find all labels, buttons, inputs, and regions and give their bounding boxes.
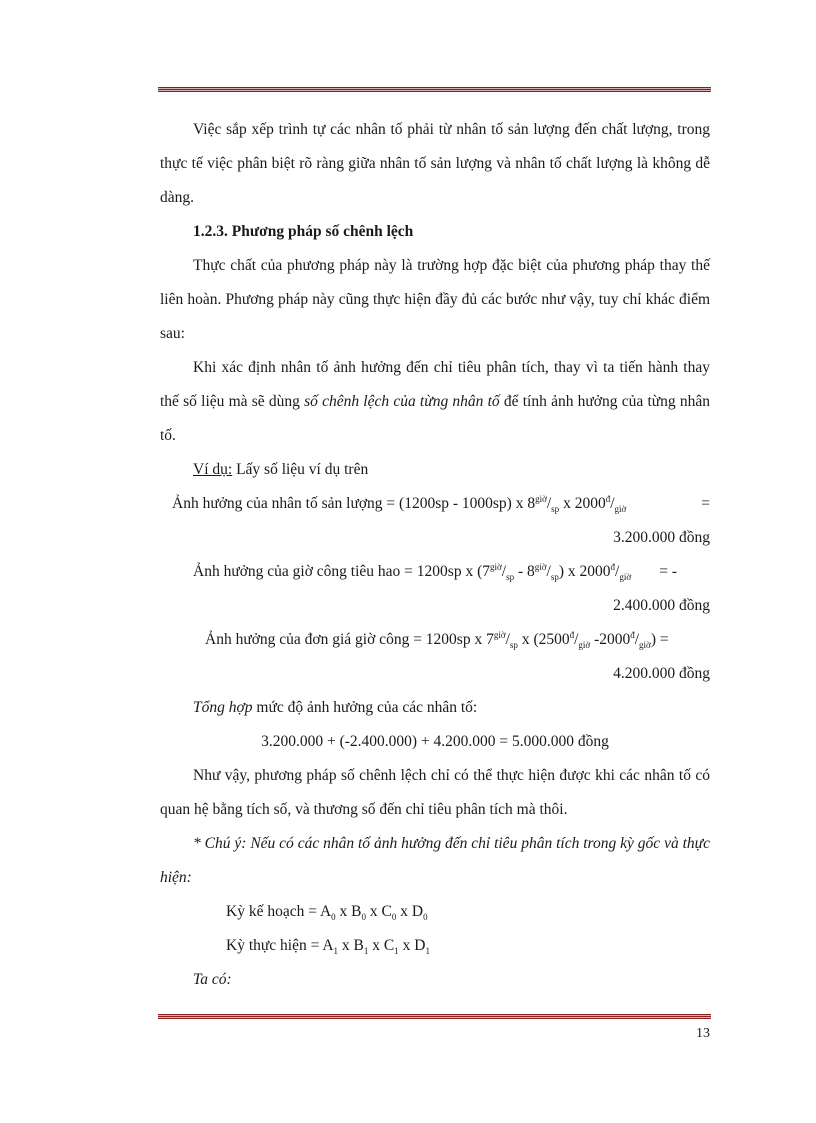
formula-labor: Ảnh hưởng của giờ công tiêu hao = 1200sp x $(7^{giờ}/_{sp} - 8^{giờ}/_{sp})$ x $2000^đ/_{giờ}$ = - (193, 555, 710, 589)
unit: giờ (535, 493, 547, 504)
text: x B (338, 937, 364, 954)
summary-line (160, 691, 710, 725)
summary-emphasis: Tổng hợp (193, 699, 253, 716)
unit: đ (630, 629, 635, 640)
formula-label: Ảnh hưởng của đơn giá giờ công = 1200sp x 7 (205, 631, 494, 648)
subscript: 1 (363, 946, 369, 957)
unit: đ (605, 493, 611, 504)
unit: sp (509, 640, 518, 651)
paragraph-conclusion: Như vậy, phương pháp số chênh lệch chỉ có thể thực hiện được khi các nhân tố có quan hệ bằng tích số, và thương số đến chỉ tiêu phân tích mà thôi. (160, 767, 710, 818)
unit: đ (610, 561, 616, 572)
ta-co: Ta có: (193, 971, 232, 988)
summary-text: mức độ ảnh hưởng của các nhân tố: (252, 699, 478, 716)
subscript: 1 (333, 946, 339, 957)
summary-equation: 3.200.000 + (-2.400.000) + 4.200.000 = 5.000.000 đồng (261, 733, 609, 750)
unit: giờ (619, 572, 632, 583)
unit: sp (551, 504, 560, 515)
text: x C (368, 937, 395, 954)
footer-rule (158, 1014, 711, 1019)
result-labor: 2.400.000 đồng (613, 597, 710, 614)
equals: ) = (650, 631, 669, 648)
formula-part: - 8 (514, 563, 535, 580)
paragraph-essence: Thực chất của phương pháp này là trường hợp đặc biệt của phương pháp thay thế liên hoàn. Phương pháp này cũng thực hiện đầy đủ các bước như vậy, tuy chỉ khác điểm sau: (160, 257, 710, 342)
example-text: Lấy số liệu ví dụ trên (232, 461, 369, 478)
unit: giờ (578, 640, 591, 651)
unit: đ (569, 629, 575, 640)
text: Kỳ thực hiện = A (226, 937, 334, 954)
text: để tính ảnh hưởng của từng nhân tố. (160, 393, 710, 444)
text: Khi xác định nhân tố ảnh hưởng đến chỉ tiêu phân tích, thay vì ta tiến hành thay thế số liệu mà sẽ dùng (160, 359, 710, 410)
unit: sp (506, 572, 515, 583)
text: x C (366, 903, 392, 920)
formula-part: ) x 2000 (558, 563, 611, 580)
formula-label: Ảnh hưởng của giờ công tiêu hao = 1200sp x (7 (193, 563, 490, 580)
paragraph-order: Việc sắp xếp trình tự các nhân tố phải từ nhân tố sản lượng đến chất lượng, trong thực tế việc phân biệt rõ ràng giữa nhân tố sản lượng và nhân tố chất lượng là không dễ dàng. (160, 121, 710, 206)
page-number: 13 (696, 1026, 710, 1041)
equals: = (701, 495, 710, 512)
subscript: 1 (425, 946, 430, 957)
subscript: 1 (394, 946, 399, 957)
plan-formula (160, 895, 710, 929)
equals: = - (659, 563, 677, 580)
formula-part: x 2000 (559, 495, 606, 512)
subscript: 0 (423, 912, 428, 923)
formula-price: Ảnh hưởng của đơn giá giờ công = 1200sp x $7^{giờ}/_{sp}$ x ($2500^đ/_{giờ}$ $-2000^đ/_{giờ}$) = (205, 629, 669, 651)
section-heading: 1.2.3. Phương pháp số chênh lệch (193, 223, 414, 240)
formula-part: -2000 (590, 631, 631, 648)
unit: giờ (639, 640, 651, 651)
actual-formula (160, 929, 710, 963)
unit: giờ (534, 561, 547, 572)
subscript: 0 (331, 912, 336, 923)
text: x D (398, 937, 426, 954)
text: Kỳ kế hoạch = A (226, 903, 332, 920)
header-rule (158, 87, 711, 92)
page-content (160, 113, 710, 997)
unit: sp (550, 572, 559, 583)
formula-label: Ảnh hưởng của nhân tố sản lượng = (1200sp - 1000sp) x 8 (172, 495, 536, 512)
formula-part: x (2500 (517, 631, 570, 648)
result-price: 4.200.000 đồng (613, 665, 710, 682)
unit: giờ (614, 504, 627, 515)
unit: giờ (490, 561, 502, 572)
text: x B (335, 903, 362, 920)
example-label: Ví dụ: (193, 461, 233, 478)
text: x D (396, 903, 424, 920)
example-line (160, 453, 710, 487)
formula-quantity: Ảnh hưởng của nhân tố sản lượng = (1200sp - 1000sp) x $8^{giờ}/_{sp}$ x $2000^đ/_{giờ}$ = (172, 487, 710, 521)
note-paragraph: * Chú ý: Nếu có các nhân tố ảnh hưởng đến chỉ tiêu phân tích trong kỳ gốc và thực hiện: (160, 835, 710, 886)
paragraph-method (160, 351, 710, 453)
subscript: 0 (391, 912, 397, 923)
result-quantity: 3.200.000 đồng (613, 529, 710, 546)
unit: giờ (493, 629, 506, 640)
subscript: 0 (361, 912, 367, 923)
emphasis: số chênh lệch của từng nhân tố (304, 393, 500, 410)
